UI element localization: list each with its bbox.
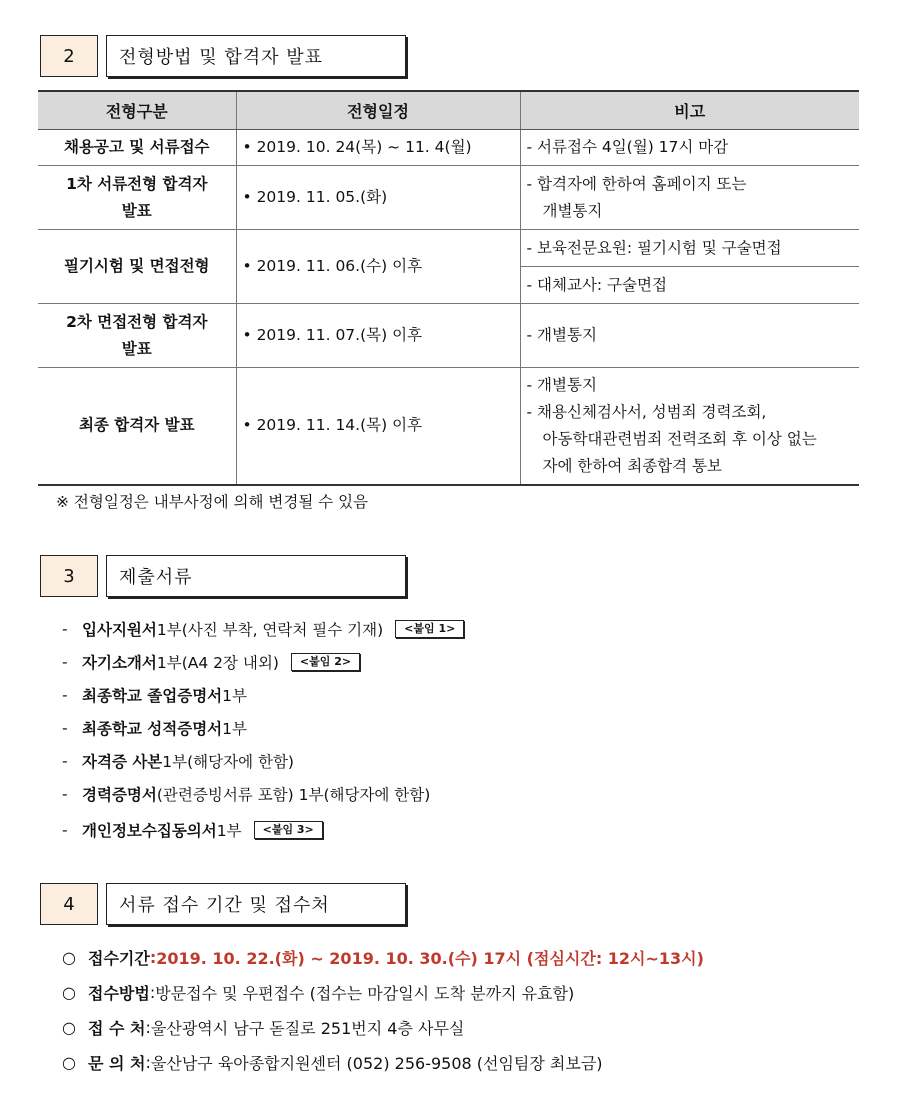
date-cell: • 2019. 11. 05.(화) xyxy=(236,166,520,230)
note-cell: - 보육전문요원: 필기시험 및 구술면접 xyxy=(520,230,859,267)
category-cell: 최종 합격자 발표 xyxy=(38,368,236,485)
section-number: 3 xyxy=(40,555,98,597)
attachment-tag: <붙임 2> xyxy=(291,653,360,671)
date-cell: • 2019. 10. 24(목) ~ 11. 4(월) xyxy=(236,130,520,166)
circle-bullet-icon: ○ xyxy=(62,983,76,1002)
section-number: 2 xyxy=(40,35,98,77)
note-cell: - 서류접수 4일(월) 17시 마감 xyxy=(520,130,859,166)
date-cell: • 2019. 11. 06.(수) 이후 xyxy=(236,230,520,304)
required-documents-list xyxy=(62,612,464,850)
section-3-header xyxy=(40,555,406,597)
note-cell: - 대체교사: 구술면접 xyxy=(520,267,859,304)
list-item: - 자격증 사본 1부(해당자에 한함) xyxy=(62,751,294,771)
schedule-table xyxy=(38,90,859,486)
attachment-tag: <붙임 3> xyxy=(254,821,323,839)
table-row xyxy=(38,368,859,485)
circle-bullet-icon: ○ xyxy=(62,948,76,967)
note-cell: - 개별통지 - 채용신체검사서, 성범죄 경력조회, 아동학대관련범죄 전력조회 후 이상 없는 자에 한하여 최종합격 통보 xyxy=(520,368,859,485)
table-row xyxy=(38,304,859,368)
section-title: 전형방법 및 합격자 발표 xyxy=(106,35,406,77)
list-item: ○ 접수기간 : 2019. 10. 22.(화) ~ 2019. 10. 30.(수) 17시 (점심시간: 12시~13시) xyxy=(62,948,704,968)
table-row xyxy=(38,130,859,166)
section-4-header xyxy=(40,883,406,925)
category-cell: 채용공고 및 서류접수 xyxy=(38,130,236,166)
category-cell: 필기시험 및 면접전형 xyxy=(38,230,236,304)
column-header: 비고 xyxy=(520,91,859,130)
schedule-footnote: ※ 전형일정은 내부사정에 의해 변경될 수 있음 xyxy=(56,493,369,511)
attachment-tag: <붙임 1> xyxy=(395,620,464,638)
circle-bullet-icon: ○ xyxy=(62,1018,76,1037)
date-cell: • 2019. 11. 14.(목) 이후 xyxy=(236,368,520,485)
list-item: - 자기소개서 1부(A4 2장 내외) <붙임 2> xyxy=(62,645,464,678)
category-cell: 1차 서류전형 합격자 발표 xyxy=(38,166,236,230)
list-item: - 최종학교 졸업증명서 1부 xyxy=(62,685,247,705)
list-item: - 입사지원서 1부(사진 부착, 연락처 필수 기재) <붙임 1> xyxy=(62,612,464,645)
list-item: - 개인정보수집동의서 1부 <붙임 3> xyxy=(62,810,464,850)
list-item: ○ 접 수 처 : 울산광역시 남구 돋질로 251번지 4층 사무실 xyxy=(62,1018,465,1038)
application-period: 2019. 10. 22.(화) ~ 2019. 10. 30.(수) 17시 (점심시간: 12시~13시) xyxy=(156,949,704,968)
table-row xyxy=(38,230,859,267)
section-title: 제출서류 xyxy=(106,555,406,597)
date-cell: • 2019. 11. 07.(목) 이후 xyxy=(236,304,520,368)
list-item: - 최종학교 성적증명서 1부 xyxy=(62,718,247,738)
section-title: 서류 접수 기간 및 접수처 xyxy=(106,883,406,925)
column-header: 전형구분 xyxy=(38,91,236,130)
list-item: ○ 접수방법 : 방문접수 및 우편접수 (접수는 마감일시 도착 분까지 유효함) xyxy=(62,983,575,1003)
table-row xyxy=(38,166,859,230)
list-item: ○ 문 의 처 : 울산남구 육아종합지원센터 (052) 256-9508 (선임팀장 최보금) xyxy=(62,1053,603,1073)
note-cell: - 개별통지 xyxy=(520,304,859,368)
circle-bullet-icon: ○ xyxy=(62,1053,76,1072)
submission-info-list xyxy=(62,940,704,1080)
column-header: 전형일정 xyxy=(236,91,520,130)
table-header-row xyxy=(38,91,859,130)
section-number: 4 xyxy=(40,883,98,925)
section-2-header xyxy=(40,35,406,77)
list-item: - 경력증명서 (관련증빙서류 포함) 1부(해당자에 한함) xyxy=(62,784,431,804)
category-cell: 2차 면접전형 합격자 발표 xyxy=(38,304,236,368)
note-cell: - 합격자에 한하여 홈페이지 또는 개별통지 xyxy=(520,166,859,230)
